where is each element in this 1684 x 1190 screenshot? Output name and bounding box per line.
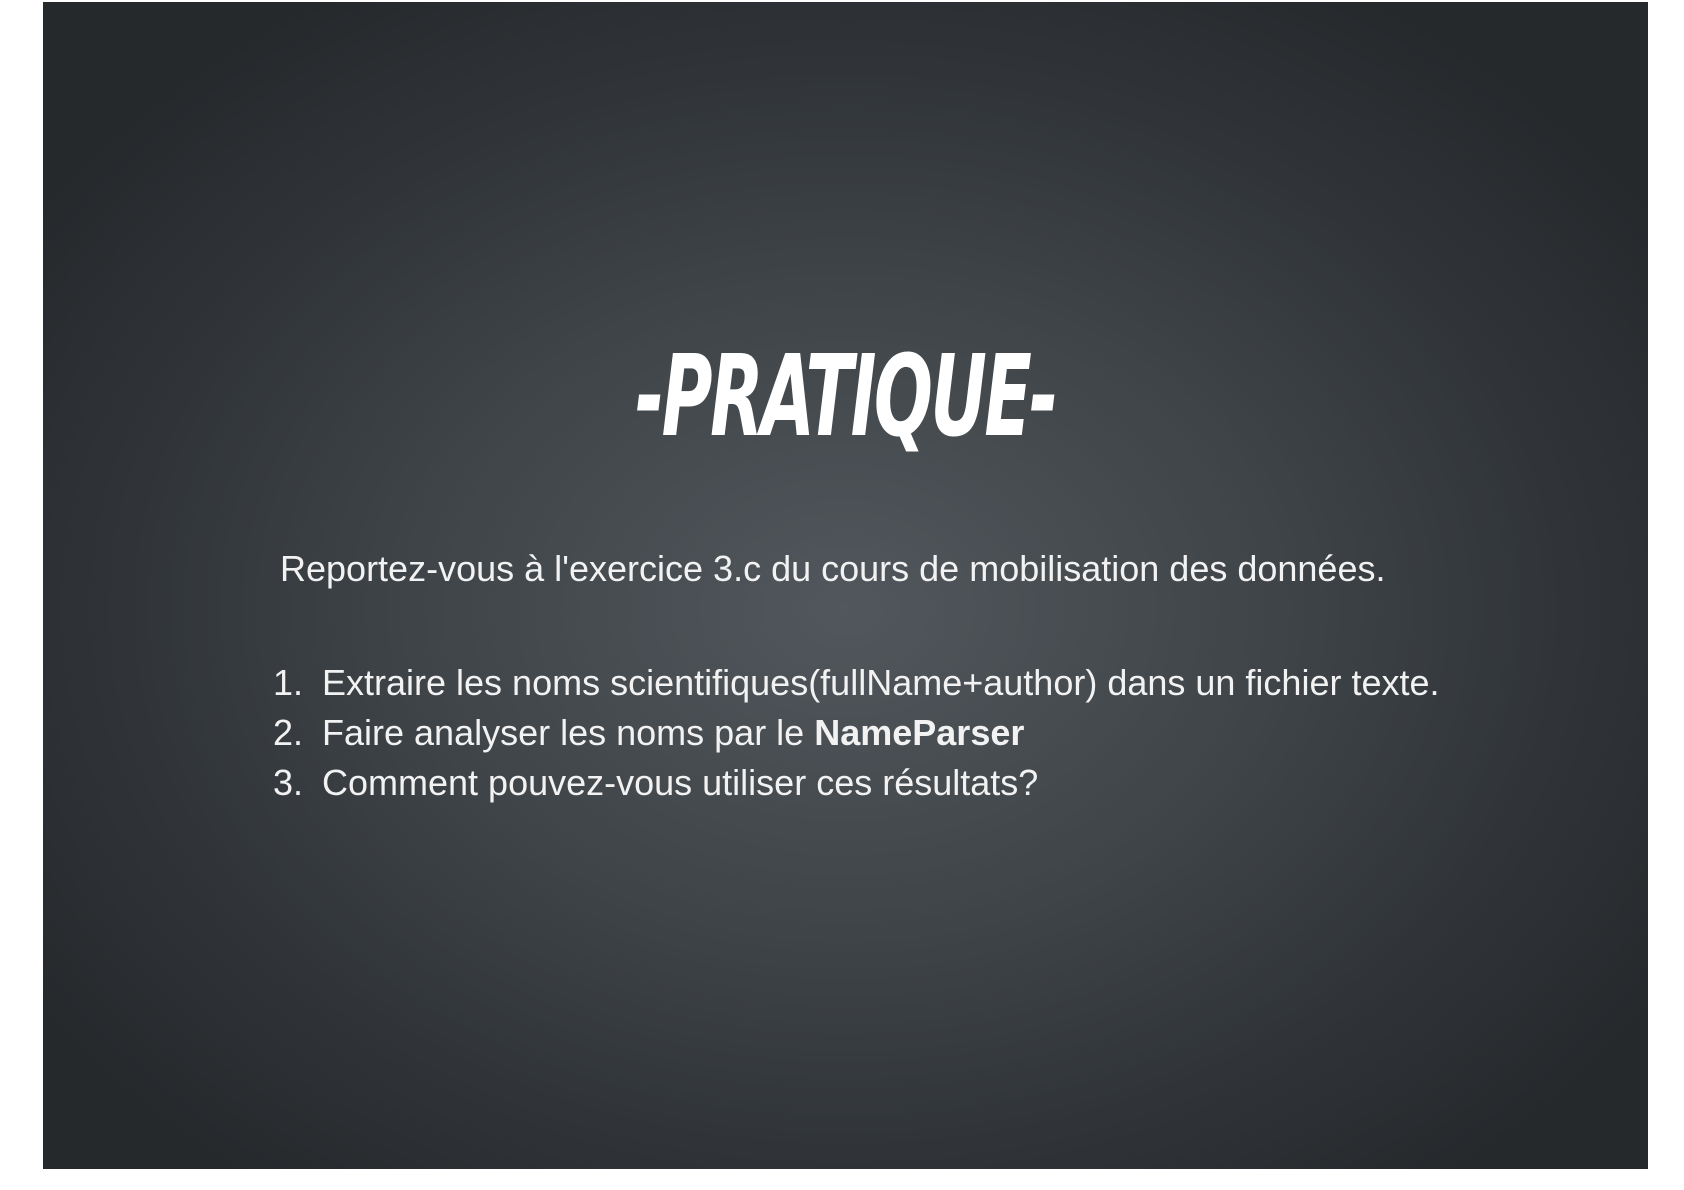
intro-text: Reportez-vous à l'exercice 3.c du cours de mobilisation des données. [280,548,1386,589]
step-item [253,708,1440,758]
step-text-bold: NameParser [814,712,1025,753]
step-text [322,708,1024,758]
steps-list [253,658,1440,808]
step-number: 1. [272,662,303,703]
step-text-plain: Faire analyser les noms par le [322,712,815,753]
step-number: 2. [272,712,303,753]
step-item [253,658,1440,708]
step-text: Comment pouvez-vous utiliser ces résultats? [322,762,1039,803]
step-number: 3. [272,762,303,803]
slide [43,2,1648,1169]
slide-title: -PRATIQUE- [635,332,1056,462]
step-text: Extraire les noms scientifiques(fullName+author) dans un fichier texte. [322,662,1440,703]
step-item [253,758,1440,808]
